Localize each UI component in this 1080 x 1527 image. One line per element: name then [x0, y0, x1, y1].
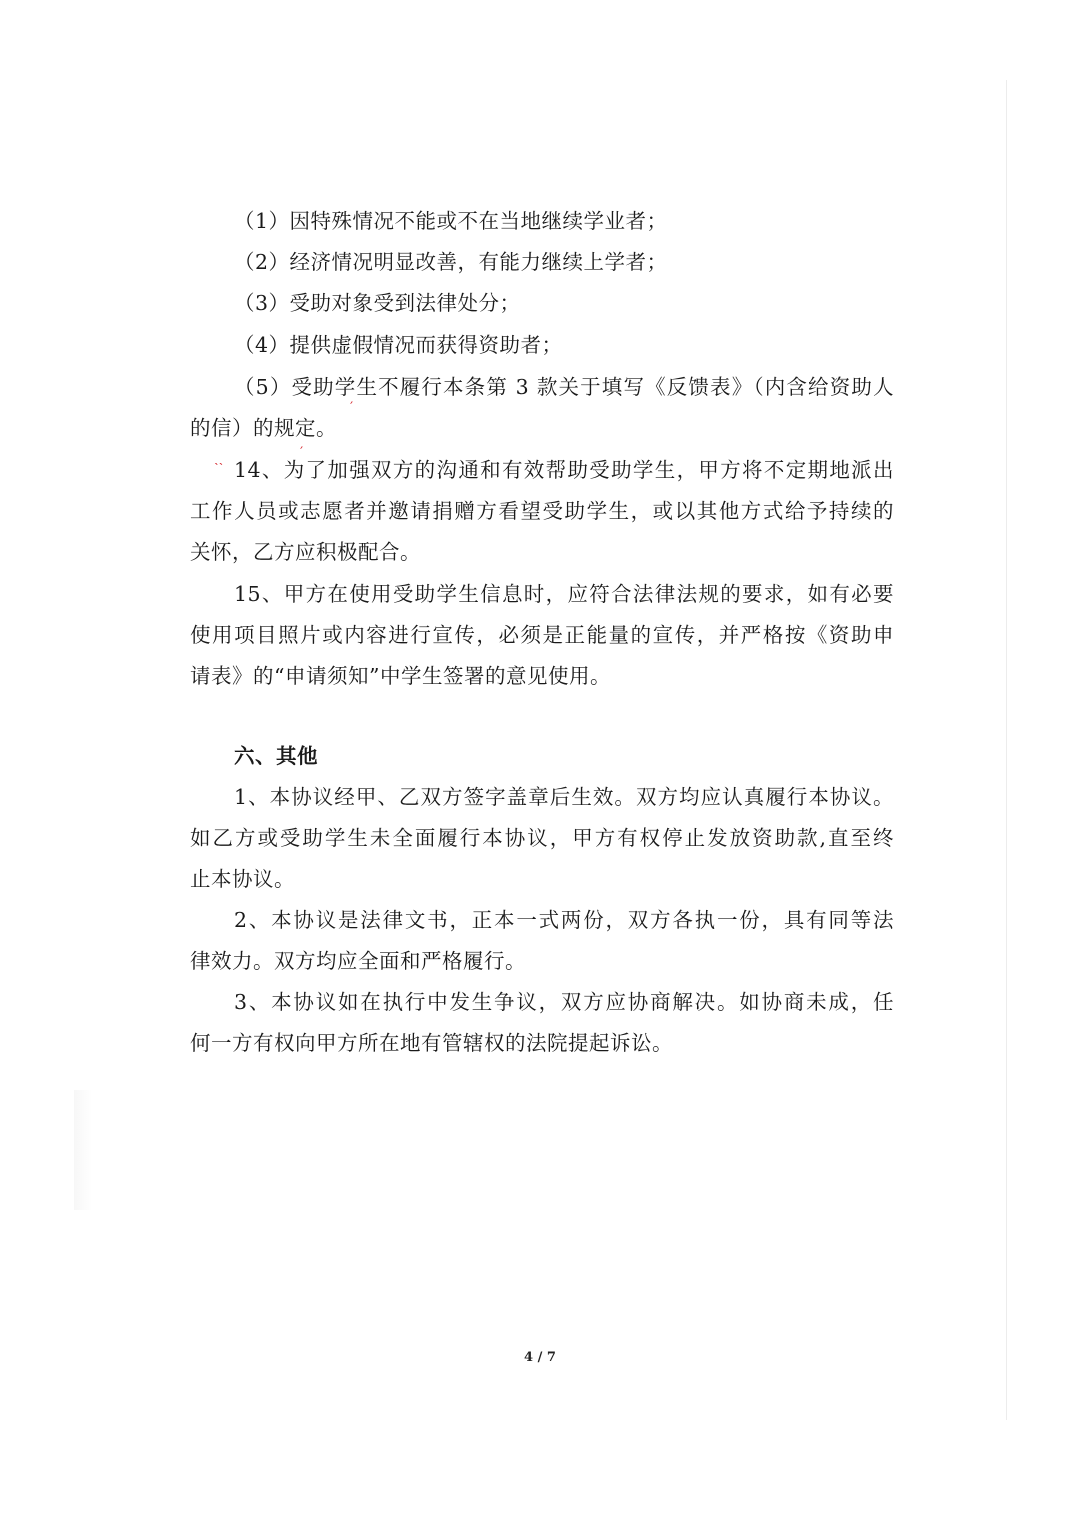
other-clause-3-continued: 何一方有权向甲方所在地有管辖权的法院提起诉讼。 [190, 1031, 673, 1055]
other-clause-2: 2、本协议是法律文书，正本一式两份，双方各执一份，具有同等法 [234, 908, 894, 932]
other-clause-1-continued: 止本协议。 [190, 867, 295, 891]
clause-14-continued: 工作人员或志愿者并邀请捐赠方看望受助学生，或以其他方式给予持续的 [190, 499, 894, 523]
red-ink-mark: ′ [350, 400, 354, 416]
other-clause-1-continued: 如乙方或受助学生未全面履行本协议，甲方有权停止发放资助款,直至终 [190, 826, 894, 850]
red-ink-mark: ′ [300, 445, 304, 461]
other-clause-1: 1、本协议经甲、乙双方签字盖章后生效。双方均应认真履行本协议。 [234, 785, 894, 809]
clause-item-2: （2）经济情况明显改善，有能力继续上学者； [234, 250, 668, 274]
clause-item-1: （1）因特殊情况不能或不在当地继续学业者； [234, 209, 668, 233]
clause-item-3: （3）受助对象受到法律处分； [234, 291, 521, 315]
clause-15: 15、甲方在使用受助学生信息时，应符合法律法规的要求，如有必要 [234, 582, 894, 606]
clause-14: 14、为了加强双方的沟通和有效帮助受助学生，甲方将不定期地派出 [234, 458, 894, 482]
clause-15-continued: 使用项目照片或内容进行宣传，必须是正能量的宣传，并严格按《资助申 [190, 623, 894, 647]
clause-item-5-continued: 的信）的规定。 [190, 416, 337, 440]
red-ink-mark: ˴˴ [214, 455, 224, 471]
other-clause-3: 3、本协议如在执行中发生争议，双方应协商解决。如协商未成，任 [234, 990, 894, 1014]
clause-item-4: （4）提供虚假情况而获得资助者； [234, 333, 563, 357]
page-edge [1006, 80, 1007, 1420]
clause-14-continued: 关怀，乙方应积极配合。 [190, 540, 421, 564]
clause-15-continued: 请表》的“申请须知”中学生签署的意见使用。 [190, 664, 611, 688]
scan-shadow [74, 1090, 92, 1210]
page-number: 4 / 7 [524, 1350, 556, 1365]
other-clause-2-continued: 律效力。双方均应全面和严格履行。 [190, 949, 526, 973]
clause-item-5: （5）受助学生不履行本条第 3 款关于填写《反馈表》（内含给资助人 [234, 375, 894, 399]
section-heading-other: 六、其他 [234, 744, 318, 768]
